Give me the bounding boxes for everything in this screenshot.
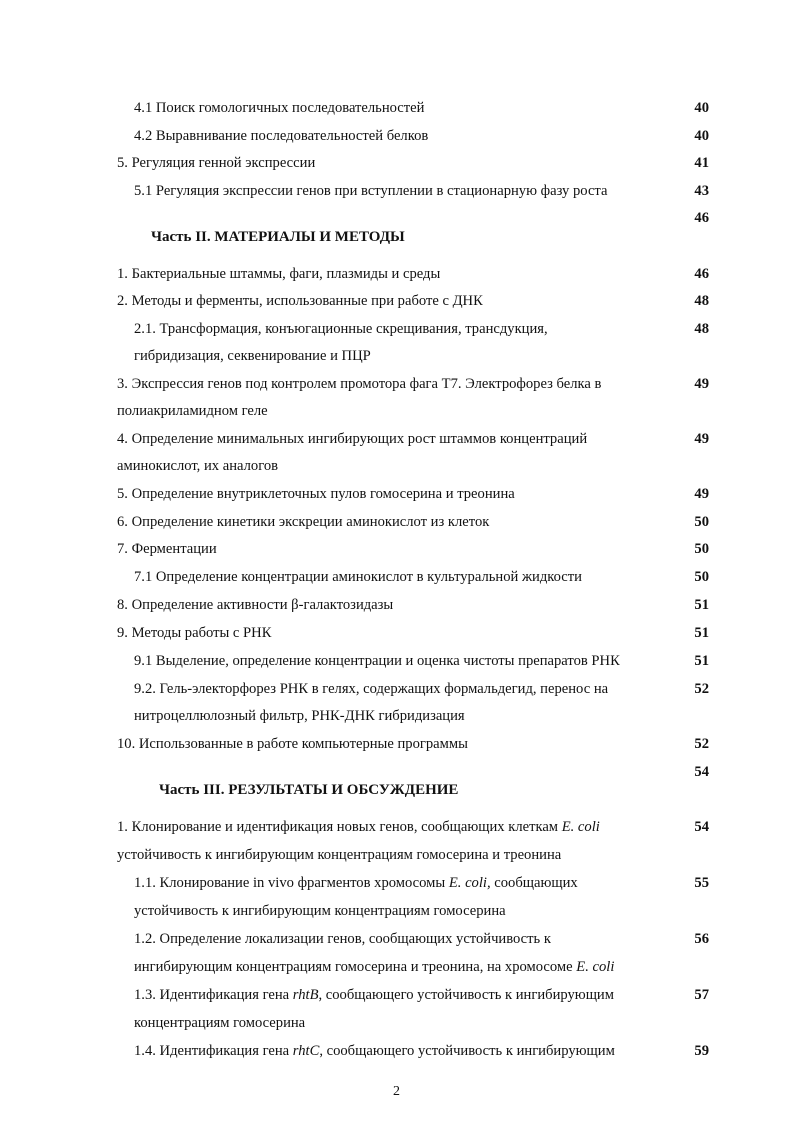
toc-page-m2: 48 bbox=[694, 293, 709, 309]
toc-page-m9-2: 52 bbox=[694, 681, 709, 697]
toc-entry-m4-line1: 4. Определение минимальных ингибирующих рост штаммов концентраций bbox=[117, 431, 588, 447]
toc-entry-r1-3-text-b: , сообщающего устойчивость к ингибирующим bbox=[318, 987, 614, 1003]
toc-entry-m7: 7. Ферментации bbox=[117, 541, 217, 557]
toc-entry-r1-4-text-b: , сообщающего устойчивость к ингибирующим bbox=[319, 1043, 615, 1059]
toc-entry-r1-4-text-a: 1.4. Идентификация гена bbox=[134, 1043, 290, 1059]
toc-entry-r1-1-organism: E. coli, bbox=[448, 875, 491, 891]
toc-entry-m9-1: 9.1 Выделение, определение концентрации и оценка чистоты препаратов РНК bbox=[134, 653, 620, 669]
toc-entry-m1: 1. Бактериальные штаммы, фаги, плазмиды и среды bbox=[117, 266, 441, 282]
toc-entry-r1-1-line1 bbox=[134, 873, 578, 893]
toc-entry-m6: 6. Определение кинетики экскреции аминокислот из клеток bbox=[117, 514, 490, 530]
toc-entry-m10: 10. Использованные в работе компьютерные программы bbox=[117, 736, 468, 752]
toc-entry-m9-2-line2: нитроцеллюлозный фильтр, РНК-ДНК гибридизация bbox=[134, 708, 465, 724]
toc-entry-r1-organism: E. coli bbox=[561, 819, 600, 835]
toc-page-m5: 49 bbox=[694, 486, 709, 502]
section-heading-part3: Часть III. РЕЗУЛЬТАТЫ И ОБСУЖДЕНИЕ bbox=[159, 782, 459, 798]
toc-entry-m9: 9. Методы работы с РНК bbox=[117, 625, 272, 641]
section-heading-part2: Часть II. МАТЕРИАЛЫ И МЕТОДЫ bbox=[151, 229, 405, 245]
toc-entry-r1-4-line1 bbox=[134, 1041, 615, 1061]
toc-entry-r1-4-gene: rhtC bbox=[292, 1043, 320, 1059]
toc-page-part3: 54 bbox=[694, 764, 709, 780]
toc-entry-m2: 2. Методы и ферменты, использованные при работе с ДНК bbox=[117, 293, 483, 309]
toc-page-m10: 52 bbox=[694, 736, 709, 752]
toc-entry-r1-3-line2: концентрациям гомосерина bbox=[134, 1015, 306, 1031]
toc-entry-r1-line1 bbox=[117, 817, 600, 837]
toc-entry-m2-1-line1: 2.1. Трансформация, конъюгационные скрещивания, трансдукция, bbox=[134, 321, 548, 337]
toc-entry-r1-2-text: ингибирующим концентрациям гомосерина и треонина, на хромосоме bbox=[134, 959, 573, 975]
toc-page-part2: 46 bbox=[694, 210, 709, 226]
toc-entry-m9-2-line1: 9.2. Гель-электорфорез РНК в гелях, содержащих формальдегид, перенос на bbox=[134, 681, 609, 697]
toc-entry-r1-3-text-a: 1.3. Идентификация гена bbox=[134, 987, 290, 1003]
toc-entry-5-1: 5.1 Регуляция экспрессии генов при вступлении в стационарную фазу роста bbox=[134, 183, 608, 199]
toc-page-m9: 51 bbox=[694, 625, 709, 641]
toc-page-r1-2: 56 bbox=[694, 931, 709, 947]
toc-entry-r1-3-gene: rhtB bbox=[292, 987, 319, 1003]
toc-entry-m8: 8. Определение активности β-галактозидазы bbox=[117, 597, 394, 613]
toc-entry-r1-2-line1: 1.2. Определение локализации генов, сообщающих устойчивость к bbox=[134, 931, 551, 947]
toc-entry-r1-1-text-a: 1.1. Клонирование in vivo фрагментов хромосомы bbox=[134, 875, 446, 891]
toc-entry-m7-1: 7.1 Определение концентрации аминокислот в культуральной жидкости bbox=[134, 569, 582, 585]
toc-page-m7-1: 50 bbox=[694, 569, 709, 585]
toc-entry-m5: 5. Определение внутриклеточных пулов гомосерина и треонина bbox=[117, 486, 515, 502]
toc-entry-4-1: 4.1 Поиск гомологичных последовательностей bbox=[134, 100, 425, 116]
toc-entry-r1-3-line1 bbox=[134, 985, 614, 1005]
toc-page-r1-3: 57 bbox=[694, 987, 709, 1003]
toc-entry-r1-2-organism: E. coli bbox=[576, 959, 615, 975]
toc-entry-5: 5. Регуляция генной экспрессии bbox=[117, 155, 316, 171]
page-number: 2 bbox=[393, 1084, 400, 1099]
toc-page-r1-4: 59 bbox=[694, 1043, 709, 1059]
toc-entry-r1-1-line2: устойчивость к ингибирующим концентрациям гомосерина bbox=[134, 903, 506, 919]
toc-entry-r1-2-line2 bbox=[134, 957, 614, 977]
toc-entry-4-2: 4.2 Выравнивание последовательностей белков bbox=[134, 128, 429, 144]
toc-page-m3: 49 bbox=[694, 376, 709, 392]
toc-page-m1: 46 bbox=[694, 266, 709, 282]
toc-page-4-1: 40 bbox=[694, 100, 709, 116]
toc-page-m6: 50 bbox=[694, 514, 709, 530]
toc-entry-r1-line2: устойчивость к ингибирующим концентрациям гомосерина и треонина bbox=[117, 847, 562, 863]
toc-page-m2-1: 48 bbox=[694, 321, 709, 337]
toc-entry-r1-1-text-b: сообщающих bbox=[494, 875, 578, 891]
toc-page-m9-1: 51 bbox=[694, 653, 709, 669]
toc-page-5: 41 bbox=[694, 155, 709, 171]
toc-page-r1-1: 55 bbox=[694, 875, 709, 891]
toc-page-r1: 54 bbox=[694, 819, 709, 835]
toc-entry-m3-line1: 3. Экспрессия генов под контролем промотора фага Т7. Электрофорез белка в bbox=[117, 376, 602, 392]
toc-page-m4: 49 bbox=[694, 431, 709, 447]
toc-entry-m4-line2: аминокислот, их аналогов bbox=[117, 458, 279, 474]
toc-entry-m3-line2: полиакриламидном геле bbox=[117, 403, 268, 419]
toc-entry-m2-1-line2: гибридизация, секвенирование и ПЦР bbox=[134, 348, 371, 364]
toc-page-m7: 50 bbox=[694, 541, 709, 557]
toc-entry-r1-text: 1. Клонирование и идентификация новых генов, сообщающих клеткам bbox=[117, 819, 559, 835]
toc-page-4-2: 40 bbox=[694, 128, 709, 144]
toc-page-m8: 51 bbox=[694, 597, 709, 613]
toc-page-5-1: 43 bbox=[694, 183, 709, 199]
